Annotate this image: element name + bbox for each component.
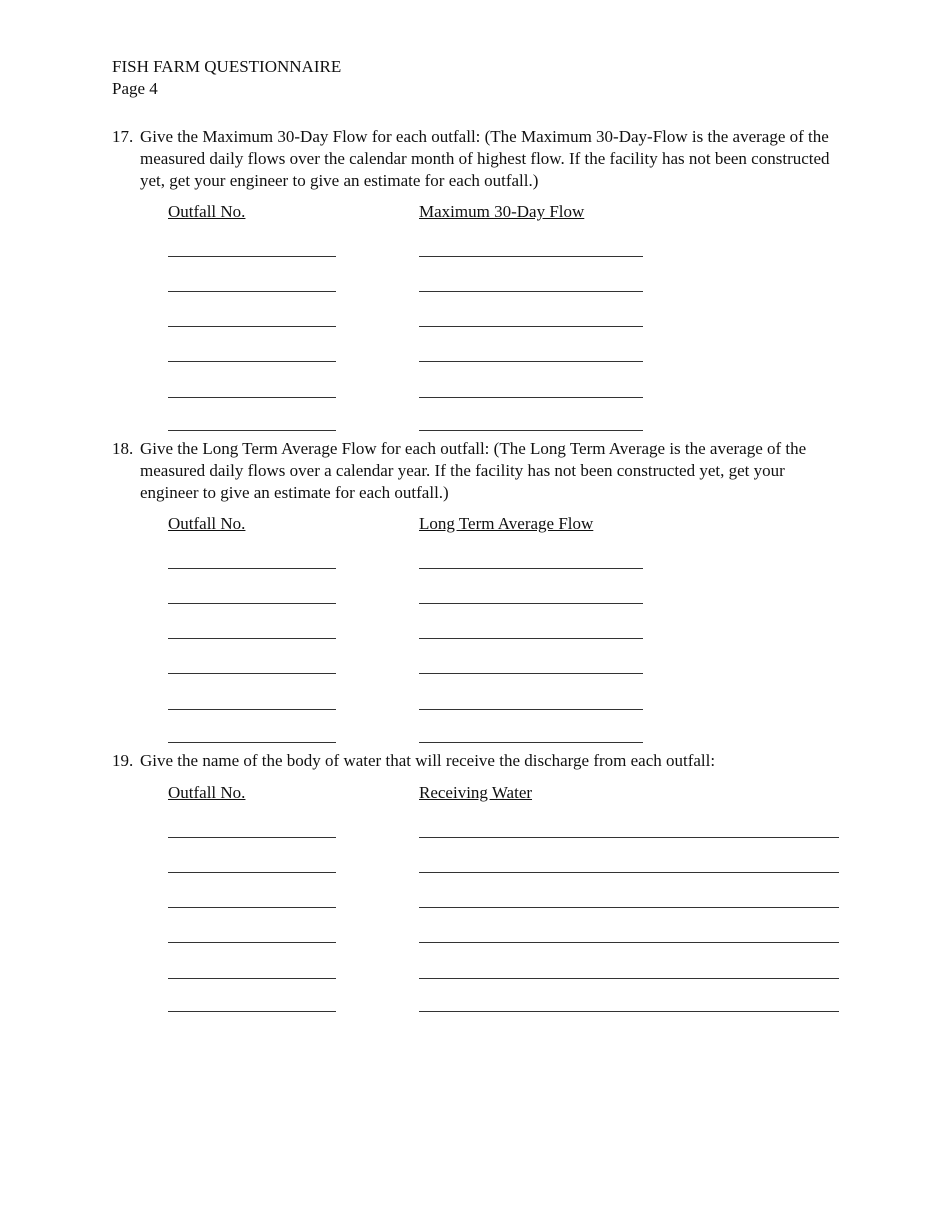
q19-outfall-field[interactable] [168, 942, 336, 943]
q19-outfall-field[interactable] [168, 1011, 336, 1012]
question-text: Give the Long Term Average Flow for each outfall: (The Long Term Average is the average of the measured daily flows over a calendar year. If the facility has not been constructed yet, get your engineer to give an estimate for each outfall.) [140, 439, 807, 502]
q17-flow-field[interactable] [419, 291, 643, 292]
q17-outfall-header: Outfall No. [168, 202, 246, 221]
q17-outfall-field[interactable] [168, 291, 336, 292]
q17-flow-field[interactable] [419, 256, 643, 257]
question-19 [112, 750, 842, 772]
document-title: FISH FARM QUESTIONNAIRE [112, 57, 342, 76]
q17-outfall-field[interactable] [168, 361, 336, 362]
q19-water-field[interactable] [419, 837, 839, 838]
q19-water-field[interactable] [419, 907, 839, 908]
q17-outfall-field[interactable] [168, 430, 336, 431]
q17-outfall-field[interactable] [168, 256, 336, 257]
q18-outfall-field[interactable] [168, 709, 336, 710]
q19-outfall-field[interactable] [168, 907, 336, 908]
q18-flow-field[interactable] [419, 638, 643, 639]
q17-outfall-field[interactable] [168, 326, 336, 327]
question-17 [112, 126, 842, 192]
q18-flow-field[interactable] [419, 568, 643, 569]
question-18 [112, 438, 842, 504]
q17-flow-field[interactable] [419, 361, 643, 362]
q18-outfall-field[interactable] [168, 603, 336, 604]
question-text: Give the name of the body of water that will receive the discharge from each outfall: [140, 751, 716, 770]
page-header [112, 56, 341, 100]
q18-flow-field[interactable] [419, 742, 643, 743]
question-number: 18. [112, 439, 134, 458]
q17-flow-field[interactable] [419, 326, 643, 327]
q19-outfall-header: Outfall No. [168, 783, 246, 802]
page-number: Page 4 [112, 79, 158, 98]
q18-flow-header: Long Term Average Flow [419, 514, 594, 533]
q19-outfall-field[interactable] [168, 872, 336, 873]
q18-flow-field[interactable] [419, 673, 643, 674]
q18-outfall-field[interactable] [168, 742, 336, 743]
q19-outfall-field[interactable] [168, 978, 336, 979]
q19-water-field[interactable] [419, 872, 839, 873]
q17-flow-field[interactable] [419, 430, 643, 431]
q17-flow-field[interactable] [419, 397, 643, 398]
question-text: Give the Maximum 30-Day Flow for each outfall: (The Maximum 30-Day-Flow is the average of the measured daily flows over the calendar month of highest flow. If the facility has not been constructed yet, get your engineer to give an estimate for each outfall.) [140, 127, 830, 190]
q19-water-field[interactable] [419, 1011, 839, 1012]
q18-flow-field[interactable] [419, 709, 643, 710]
q18-outfall-field[interactable] [168, 638, 336, 639]
q19-outfall-field[interactable] [168, 837, 336, 838]
q19-water-field[interactable] [419, 978, 839, 979]
q17-outfall-field[interactable] [168, 397, 336, 398]
q19-water-field[interactable] [419, 942, 839, 943]
q17-flow-header: Maximum 30-Day Flow [419, 202, 585, 221]
q18-outfall-header: Outfall No. [168, 514, 246, 533]
q18-flow-field[interactable] [419, 603, 643, 604]
q18-outfall-field[interactable] [168, 568, 336, 569]
question-number: 19. [112, 751, 134, 770]
q19-water-header: Receiving Water [419, 783, 533, 802]
question-number: 17. [112, 127, 134, 146]
q18-outfall-field[interactable] [168, 673, 336, 674]
